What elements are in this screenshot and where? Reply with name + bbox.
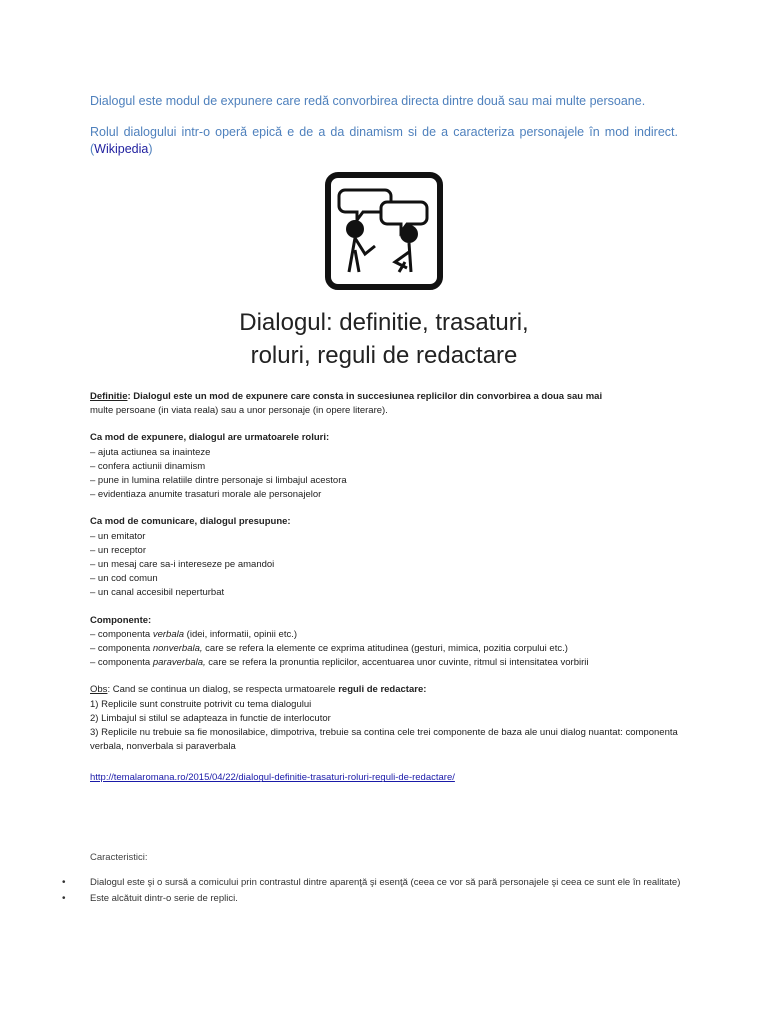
c2-pre: – componenta (90, 643, 153, 655)
comunicare-item: – un cod comun (90, 573, 158, 585)
definition-line (90, 390, 690, 404)
c3-post: care se refera la pronuntia replicilor, accentuarea unor cuvinte, ritmul si intensitatea vorbirii (205, 657, 589, 669)
source-link-line (90, 771, 690, 785)
obs-bold: reguli de redactare: (338, 684, 427, 696)
obs-line (90, 683, 690, 697)
comunicare-heading: Ca mod de comunicare, dialogul presupune: (90, 516, 291, 528)
definitie-label: Definitie (90, 391, 128, 402)
intro-paragraph-1: Dialogul este modul de expunere care redă convorbirea directa dintre două sau mai multe persoane. (90, 94, 646, 108)
comunicare-item: – un receptor (90, 544, 146, 556)
obs-label: Obs (90, 684, 108, 696)
obs-text: : Cand se continua un dialog, se respecta urmatoarele (107, 684, 339, 696)
c2-post: care se refera la elemente ce exprima atitudinea (gesturi, mimica, pozitia corpului etc.) (202, 643, 568, 655)
intro-p2-text: Rolul dialogului intr-o operă epică e de a da dinamism si de a caracteriza personajele în mod indirect. ( (90, 125, 678, 156)
title-line-1: Dialogul: definitie, trasaturi, (239, 309, 529, 336)
caracteristici-heading: Caracteristici: (90, 852, 148, 863)
bullet-icon: • (62, 893, 66, 904)
comunicare-item: – un canal accesibil neperturbat (90, 587, 225, 599)
obs-item: 2) Limbajul si stilul se adapteaza in functie de interlocutor (90, 712, 331, 724)
roluri-heading: Ca mod de expunere, dialogul are urmatoarele roluri: (90, 432, 330, 444)
c3-em: paraverbala, (152, 657, 206, 669)
c1-em: verbala (152, 628, 185, 640)
caracteristici-list (62, 876, 702, 908)
title-line-2: roluri, reguli de redactare (250, 342, 518, 369)
roluri-item: – pune in lumina relatiile dintre personaje si limbajul acestora (90, 475, 347, 487)
c2-em: nonverbala, (152, 643, 203, 655)
wikipedia-link[interactable]: Wikipedia (94, 142, 149, 156)
list-item (62, 876, 702, 890)
definitie-text: Dialogul este un mod de expunere care consta in succesiunea replicilor din convorbirea a doua sau mai (130, 391, 603, 402)
page-title (0, 306, 768, 372)
bullet-icon: • (62, 877, 66, 888)
obs-item: 1) Replicile sunt construite potrivit cu tema dialogului (90, 698, 312, 710)
roluri-item: – ajuta actiunea sa inainteze (90, 446, 211, 458)
list-item-text: Dialogul este şi o sursă a comicului prin contrastul dintre aparenţă şi esenţă (ceea ce vor să pară personajele şi ceea ce sunt ele în realitate) (90, 877, 681, 888)
roluri-item: – evidentiaza anumite trasaturi morale ale personajelor (90, 489, 322, 501)
comunicare-item: – un emitator (90, 530, 146, 542)
componente-heading: Componente: (90, 614, 152, 626)
definition-line-2: multe persoane (in viata reala) sau a unor personaje (in opere literare). (90, 405, 388, 417)
obs-item: 3) Replicile nu trebuie sa fie monosilabice, dimpotriva, trebuie sa contina cele trei componente de baza ale unui dialog nuantat: componenta verbala, nonverbala si paraverbala (90, 727, 678, 753)
list-item (62, 892, 702, 906)
componente-item (90, 628, 690, 642)
componente-item (90, 656, 690, 670)
roluri-item: – confera actiunii dinamism (90, 460, 206, 472)
c1-post: (idei, informatii, opinii etc.) (184, 628, 298, 640)
definitie-colon: : (127, 391, 131, 402)
comunicare-item: – un mesaj care sa-i intereseze pe amandoi (90, 559, 275, 571)
c1-pre: – componenta (90, 628, 153, 640)
article-body (90, 390, 690, 786)
c3-pre: – componenta (90, 657, 153, 669)
source-link[interactable]: http://temalaromana.ro/2015/04/22/dialogul-definitie-trasaturi-roluri-reguli-de-redactare/ (90, 772, 455, 784)
intro-paragraph-2 (90, 124, 678, 158)
intro-p2-end: ) (148, 142, 153, 156)
dialogue-people-icon (325, 172, 443, 290)
list-item-text: Este alcătuit dintr-o serie de replici. (90, 893, 238, 904)
componente-item (90, 642, 690, 656)
